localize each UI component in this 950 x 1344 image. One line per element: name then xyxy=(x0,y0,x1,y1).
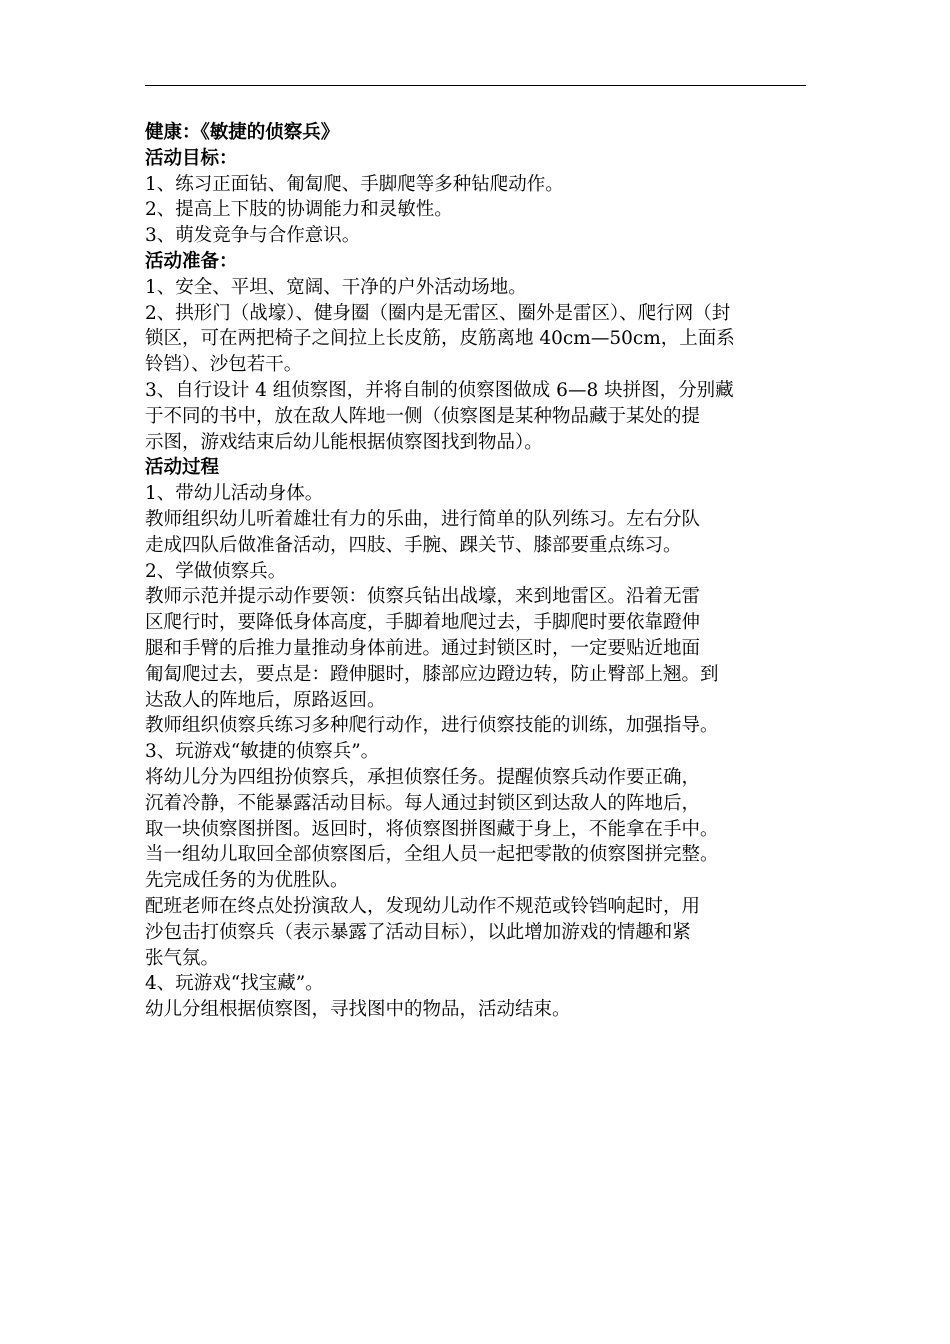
text-line: 达敌人的阵地后，原路返回。 xyxy=(145,689,386,711)
document-body xyxy=(145,120,825,1023)
text-line: 于不同的书中，放在敌人阵地一侧（侦察图是某种物品藏于某处的提 xyxy=(145,405,701,427)
text-line: 沙包击打侦察兵（表示暴露了活动目标），以此增加游戏的情趣和紧 xyxy=(145,921,691,943)
text-line: 示图，游戏结束后幼儿能根据侦察图找到物品）。 xyxy=(145,431,543,453)
text-line: 锁区，可在两把椅子之间拉上长皮筋，皮筋离地 40cm—50cm，上面系 xyxy=(145,328,735,350)
text-line: 1、安全、平坦、宽阔、干净的户外活动场地。 xyxy=(145,276,527,298)
text-line: 取一块侦察图拼图。返回时，将侦察图拼图藏于身上，不能拿在手中。 xyxy=(145,818,719,840)
text-line: 将幼儿分为四组扮侦察兵，承担侦察任务。提醒侦察兵动作要正确， xyxy=(145,766,701,788)
text-line: 2、拱形门（战壕）、健身圈（圈内是无雷区、圈外是雷区）、爬行网（封 xyxy=(145,302,731,324)
text-line: 铃铛）、沙包若干。 xyxy=(145,354,303,376)
text-line: 腿和手臂的后推力量推动身体前进。通过封锁区时，一定要贴近地面 xyxy=(145,637,701,659)
text-line: 教师组织侦察兵练习多种爬行动作，进行侦察技能的训练，加强指导。 xyxy=(145,715,719,737)
text-line: 先完成任务的为优胜队。 xyxy=(145,870,349,892)
text-line: 1、练习正面钻、匍匐爬、手脚爬等多种钻爬动作。 xyxy=(145,173,564,195)
text-line: 沉着冷静，不能暴露活动目标。每人通过封锁区到达敌人的阵地后， xyxy=(145,792,701,814)
text-line: 2、提高上下肢的协调能力和灵敏性。 xyxy=(145,199,453,221)
text-line: 教师示范并提示动作要领：侦察兵钻出战壕，来到地雷区。沿着无雷 xyxy=(145,586,701,608)
section-heading: 健康：《敏捷的侦察兵》 xyxy=(145,122,340,143)
section-heading: 活动过程 xyxy=(145,457,220,479)
text-line: 当一组幼儿取回全部侦察图后，全组人员一起把零散的侦察图拼完整。 xyxy=(145,844,719,866)
section-heading: 活动目标： xyxy=(145,147,238,169)
text-line: 3、萌发竞争与合作意识。 xyxy=(145,225,361,247)
text-line: 幼儿分组根据侦察图，寻找图中的物品，活动结束。 xyxy=(145,999,571,1021)
text-line: 3、自行设计 4 组侦察图，并将自制的侦察图做成 6—8 块拼图，分别藏 xyxy=(145,379,734,401)
header-rule xyxy=(145,85,806,86)
text-line: 教师组织幼儿听着雄壮有力的乐曲，进行简单的队列练习。左右分队 xyxy=(145,508,701,530)
text-line: 1、带幼儿活动身体。 xyxy=(145,483,324,505)
text-line: 区爬行时，要降低身体高度，手脚着地爬过去，手脚爬时要依靠蹬伸 xyxy=(145,612,701,634)
text-line: 走成四队后做准备活动，四肢、手腕、踝关节、膝部要重点练习。 xyxy=(145,534,682,556)
text-line: 4、玩游戏“找宝藏”。 xyxy=(145,973,324,995)
text-line: 配班老师在终点处扮演敌人，发现幼儿动作不规范或铃铛响起时，用 xyxy=(145,895,701,917)
text-line: 匍匐爬过去，要点是：蹬伸腿时，膝部应边蹬边转，防止臀部上翘。到 xyxy=(145,663,719,685)
text-line: 2、学做侦察兵。 xyxy=(145,560,287,582)
text-line: 3、玩游戏“敏捷的侦察兵”。 xyxy=(145,741,380,763)
section-heading: 活动准备： xyxy=(145,250,238,272)
text-line: 张气氛。 xyxy=(145,947,220,969)
